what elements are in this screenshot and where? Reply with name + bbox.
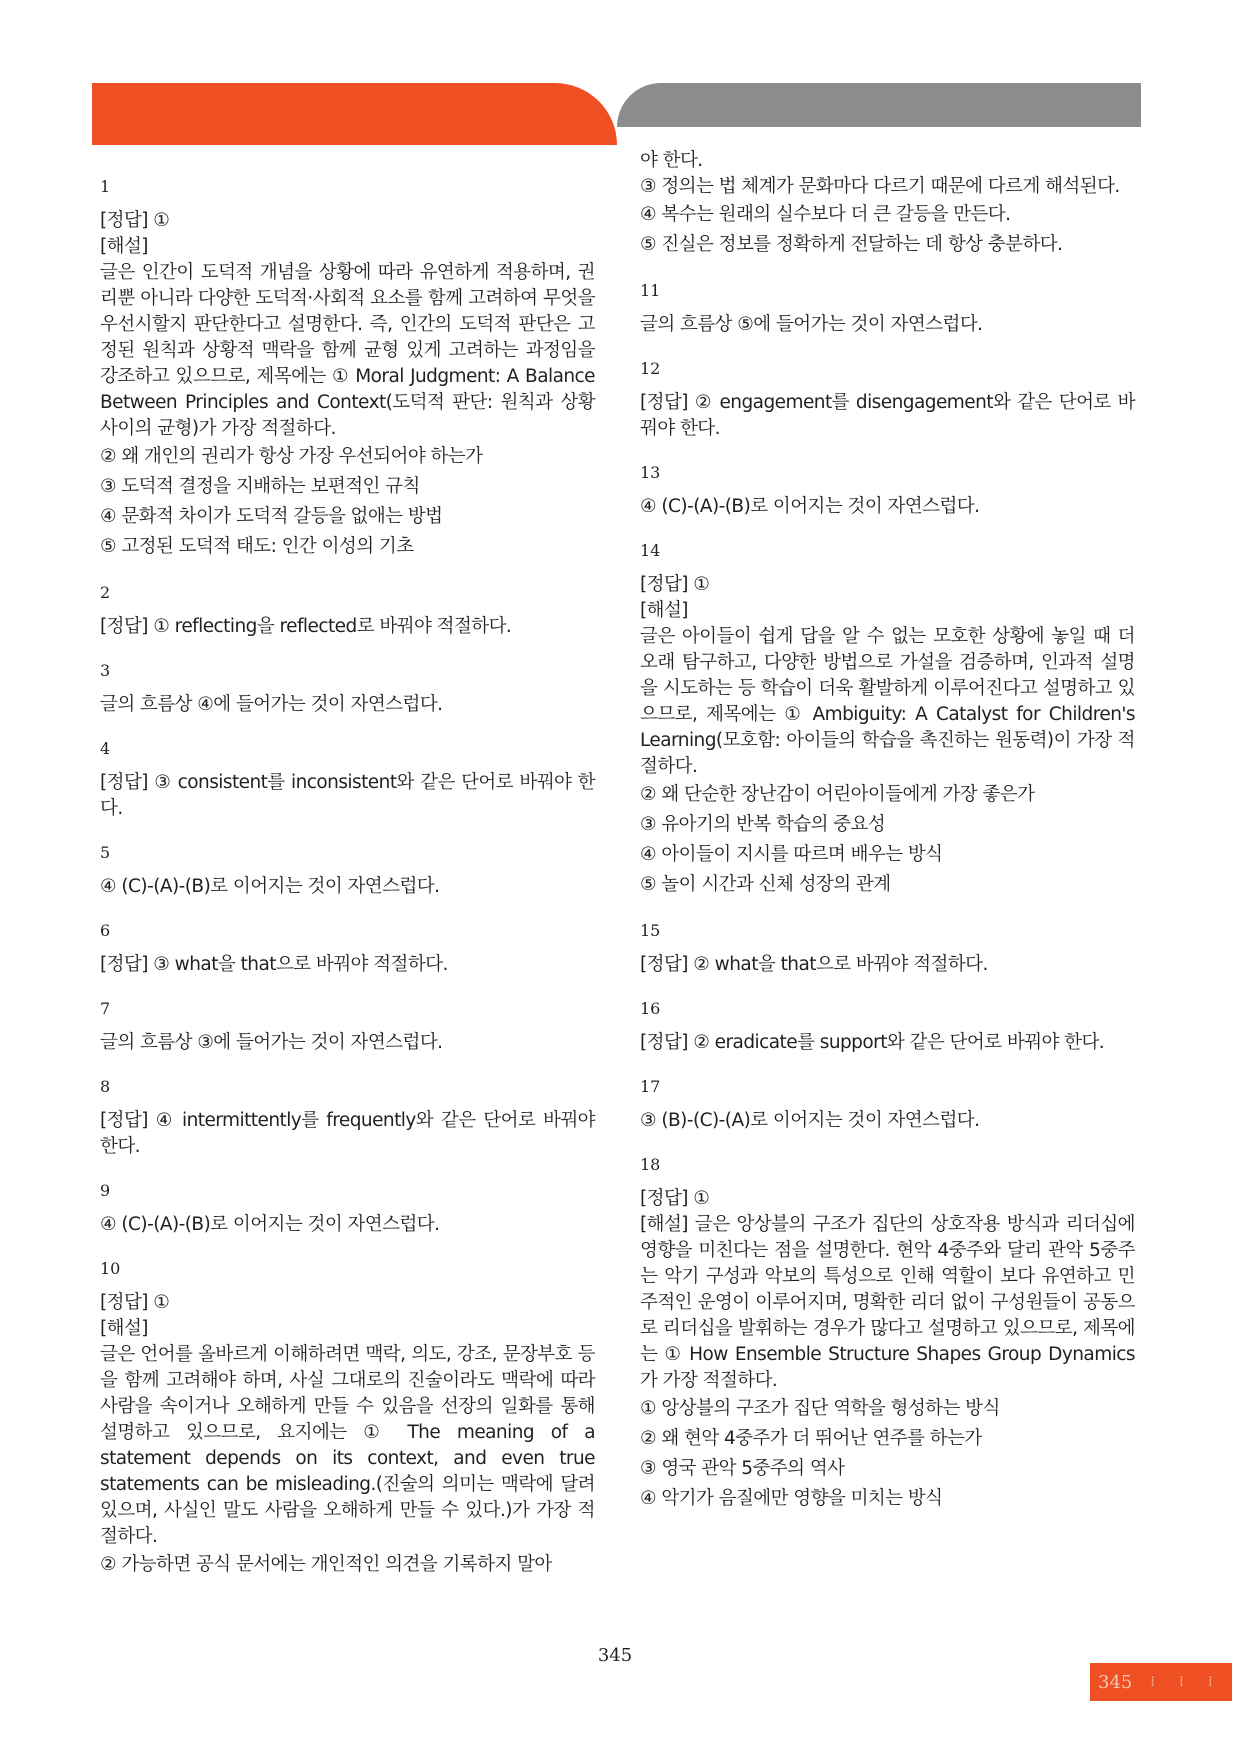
- answer-text: 글의 흐름상 ④에 들어가는 것이 자연스럽다.: [100, 694, 443, 715]
- answer-item-3: [100, 660, 595, 718]
- answer-item-12: [640, 358, 1135, 442]
- option-line: ② 왜 현악 4중주가 더 뛰어난 연주를 하는가: [640, 1428, 982, 1449]
- item-number: 5: [100, 843, 111, 862]
- option-line: ④ 악기가 음질에만 영향을 미치는 방식: [640, 1488, 943, 1509]
- answer-text: [정답] ② eradicate를 support와 같은 단어로 바꿔야 한다.: [640, 1032, 1105, 1053]
- answer-label: [정답] ①: [100, 1292, 170, 1313]
- option-line: ② 왜 단순한 장난감이 어린아이들에게 가장 좋은가: [640, 784, 1035, 805]
- item-number: 9: [100, 1181, 111, 1200]
- explanation-label: [해설]: [640, 600, 688, 621]
- answer-text: ④ (C)-(A)-(B)로 이어지는 것이 자연스럽다.: [100, 876, 440, 897]
- answer-item-7: [100, 998, 595, 1056]
- item-number: 2: [100, 583, 111, 602]
- left-column: [100, 162, 595, 1580]
- item-number: 11: [640, 281, 661, 300]
- continued-text: 야 한다.: [640, 150, 703, 171]
- page-number: 345: [597, 1645, 633, 1666]
- option-line: ① 앙상블의 구조가 집단 역학을 형성하는 방식: [640, 1398, 1000, 1419]
- answer-text: ④ (C)-(A)-(B)로 이어지는 것이 자연스럽다.: [100, 1214, 440, 1235]
- item-number: 3: [100, 661, 111, 680]
- answer-item-10: [100, 1258, 595, 1580]
- answer-label: [정답] ①: [100, 210, 170, 231]
- option-line: ② 가능하면 공식 문서에는 개인적인 의견을 기록하지 말아: [100, 1554, 552, 1575]
- answer-text: 글의 흐름상 ⑤에 들어가는 것이 자연스럽다.: [640, 314, 983, 335]
- item-number: 12: [640, 359, 661, 378]
- answer-item-2: [100, 582, 595, 640]
- answer-item-4: [100, 738, 595, 822]
- option-line: ③ 정의는 법 체계가 문화마다 다르기 때문에 다르게 해석된다.: [640, 176, 1120, 197]
- option-line: ⑤ 고정된 도덕적 태도: 인간 이성의 기초: [100, 536, 414, 557]
- corner-decoration-icon: ⁞ ⁞ ⁞: [1150, 1674, 1223, 1690]
- option-line: ⑤ 놀이 시간과 신체 성장의 관계: [640, 874, 891, 895]
- item-number: 10: [100, 1259, 121, 1278]
- answer-text: [정답] ③ consistent를 inconsistent와 같은 단어로 바꿔야 한다.: [100, 772, 595, 819]
- item-number: 7: [100, 999, 111, 1018]
- answer-text: [정답] ② what을 that으로 바꿔야 적절하다.: [640, 954, 988, 975]
- answer-text: ④ (C)-(A)-(B)로 이어지는 것이 자연스럽다.: [640, 496, 980, 517]
- answer-text: [정답] ④ intermittently를 frequently와 같은 단어로 바꿔야 한다.: [100, 1110, 595, 1157]
- answer-text: [정답] ② engagement를 disengagement와 같은 단어로 바꿔야 한다.: [640, 392, 1135, 439]
- explanation-text: 글은 아이들이 쉽게 답을 알 수 없는 모호한 상황에 놓일 때 더 오래 탐구하고, 다양한 방법으로 가설을 검증하며, 인과적 설명을 시도하는 등 학습이 더욱 활발하게 이루어진다고 설명하고 있으므로, 제목에는 ① Ambiguity: A Catalyst for Children's Learning(모호함: 아이들의 학습을 촉진하는 원동력)이 가장 적절하다.: [640, 626, 1135, 777]
- item-number: 1: [100, 177, 111, 196]
- item-number: 17: [640, 1077, 661, 1096]
- continued-item-10: [640, 148, 1135, 260]
- explanation-text: 글은 언어를 올바르게 이해하려면 맥락, 의도, 강조, 문장부호 등을 함께 고려해야 하며, 사실 그대로의 진술이라도 맥락에 따라 사람을 속이거나 오해하게 만들 수 있음을 선장의 일화를 통해 설명하고 있으므로, 요지에는 ① The meaning of a statement depends on its context, and even true statements can be misleading.(진술의 의미는 맥락에 달려 있으며, 사실인 말도 사람을 오해하게 만들 수 있다.)가 가장 적절하다.: [100, 1344, 595, 1547]
- answer-item-9: [100, 1180, 595, 1238]
- answer-label: [정답] ①: [640, 574, 710, 595]
- item-number: 6: [100, 921, 111, 940]
- option-line: ④ 복수는 원래의 실수보다 더 큰 갈등을 만든다.: [640, 204, 1011, 225]
- corner-page-tab: [1090, 1663, 1232, 1701]
- answer-text: 글의 흐름상 ③에 들어가는 것이 자연스럽다.: [100, 1032, 443, 1053]
- corner-page-number: 345: [1098, 1671, 1133, 1693]
- answer-item-13: [640, 462, 1135, 520]
- answer-item-17: [640, 1076, 1135, 1134]
- item-number: 15: [640, 921, 661, 940]
- header-band-gray: [617, 83, 1141, 127]
- explanation-label: [해설]: [100, 236, 148, 257]
- item-number: 4: [100, 739, 111, 758]
- answer-label: [정답] ①: [640, 1188, 710, 1209]
- answer-item-8: [100, 1076, 595, 1160]
- option-line: ② 왜 개인의 권리가 항상 가장 우선되어야 하는가: [100, 446, 483, 467]
- answer-text: [정답] ③ what을 that으로 바꿔야 적절하다.: [100, 954, 448, 975]
- answer-text: [정답] ① reflecting을 reflected로 바꿔야 적절하다.: [100, 616, 512, 637]
- item-number: 18: [640, 1155, 661, 1174]
- explanation-label: [해설]: [100, 1318, 148, 1339]
- answer-item-18: [640, 1154, 1135, 1514]
- option-line: ④ 아이들이 지시를 따르며 배우는 방식: [640, 844, 943, 865]
- item-number: 8: [100, 1077, 111, 1096]
- answer-item-11: [640, 280, 1135, 338]
- answer-item-16: [640, 998, 1135, 1056]
- answer-item-14: [640, 540, 1135, 900]
- option-line: ③ 도덕적 결정을 지배하는 보편적인 규칙: [100, 476, 420, 497]
- item-number: 14: [640, 541, 661, 560]
- option-line: ③ 유아기의 반복 학습의 중요성: [640, 814, 886, 835]
- option-line: ③ 영국 관악 5중주의 역사: [640, 1458, 845, 1479]
- explanation-text: 글은 인간이 도덕적 개념을 상황에 따라 유연하게 적용하며, 권리뿐 아니라 다양한 도덕적·사회적 요소를 함께 고려하여 무엇을 우선시할지 판단한다고 설명한다. 즉, 인간의 도덕적 판단은 고정된 원칙과 상황적 맥락을 함께 균형 있게 고려하는 과정임을 강조하고 있으므로, 제목에는 ① Moral Judgment: A Balance Between Principles and Context(도덕적 판단: 원칙과 상황 사이의 균형)가 가장 적절하다.: [100, 262, 595, 439]
- item-number: 16: [640, 999, 661, 1018]
- item-number: 13: [640, 463, 661, 482]
- answer-item-1: [100, 176, 595, 562]
- answer-item-15: [640, 920, 1135, 978]
- explanation-text: [해설] 글은 앙상블의 구조가 집단의 상호작용 방식과 리더십에 영향을 미친다는 점을 설명한다. 현악 4중주와 달리 관악 5중주는 악기 구성과 악보의 특성으로 인해 역할이 보다 유연하고 민주적인 운영이 이루어지며, 명확한 리더 없이 구성원들이 공동으로 리더십을 발휘하는 경우가 많다고 설명하고 있으므로, 제목에는 ① How Ensemble Structure Shapes Group Dynamics가 가장 적절하다.: [640, 1214, 1135, 1391]
- option-line: ④ 문화적 차이가 도덕적 갈등을 없애는 방법: [100, 506, 443, 527]
- header-band-orange: [92, 83, 617, 145]
- answer-text: ③ (B)-(C)-(A)로 이어지는 것이 자연스럽다.: [640, 1110, 980, 1131]
- answer-item-5: [100, 842, 595, 900]
- answer-item-6: [100, 920, 595, 978]
- option-line: ⑤ 진실은 정보를 정확하게 전달하는 데 항상 충분하다.: [640, 234, 1063, 255]
- right-column: [640, 148, 1135, 1514]
